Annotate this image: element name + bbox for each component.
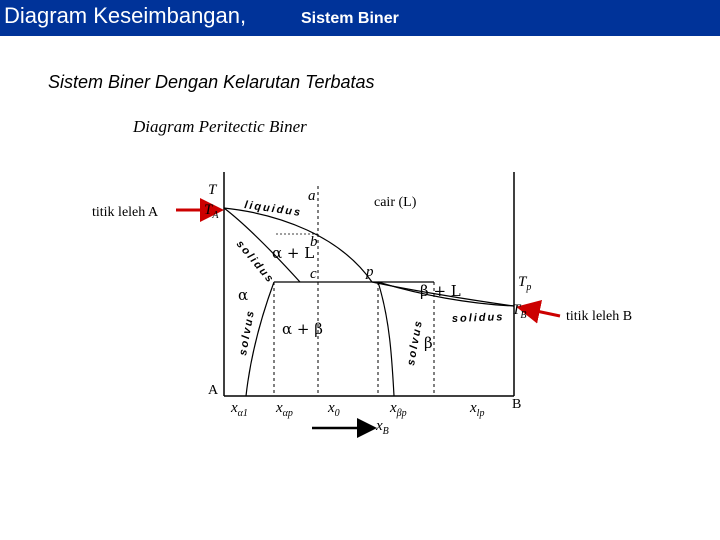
temp-b-label: $T_B$: [512, 302, 527, 321]
corner-b-label: B: [512, 397, 522, 412]
liquidus-label: liquidus: [243, 199, 303, 220]
temp-a-label: $T_A$: [204, 202, 219, 221]
solvus-curve-right: [378, 282, 394, 396]
point-p-label: p: [366, 264, 374, 280]
point-c-label: c: [310, 266, 317, 282]
solidus-right-label: solidus: [451, 311, 505, 325]
phase-alpha-label: α: [238, 286, 249, 304]
melting-a-label: titik leleh A: [92, 205, 159, 220]
corner-a-label: A: [208, 383, 219, 398]
phase-alpha-l-label: α + L: [272, 244, 315, 262]
melting-b-arrow: [522, 308, 560, 316]
axis-t-label: T: [208, 182, 217, 198]
x-betap-label: $x_{\beta p}$: [390, 400, 407, 419]
x0-label: $x_0$: [328, 400, 340, 419]
slide-title-sub: Sistem Biner: [301, 10, 399, 27]
x-lp-label: $x_{lp}$: [470, 400, 485, 419]
x-alpha1-label: $x_{\alpha 1}$: [231, 400, 248, 419]
point-a-label: a: [308, 188, 316, 204]
diagram-title: Diagram Peritectic Biner: [133, 117, 307, 136]
phase-beta-label: β: [424, 334, 433, 352]
point-b-label: b: [310, 234, 318, 250]
solidus-left-label: solidus: [233, 238, 277, 287]
phase-beta-l-label: β + L: [420, 282, 461, 300]
x-alphap-label: $x_{\alpha p}$: [276, 400, 293, 419]
solvus-right-label: solvus: [405, 318, 426, 367]
melting-b-label: titik leleh B: [566, 309, 633, 324]
temp-p-label: $T_p$: [518, 274, 532, 293]
phase-alpha-beta-label: α + β: [282, 320, 323, 338]
slide-title: Diagram Keseimbangan,: [4, 3, 247, 28]
solvus-left-label: solvus: [237, 308, 258, 357]
liquid-region-label: cair (L): [374, 195, 417, 210]
xb-label: $x_B$: [376, 418, 389, 437]
section-title: Sistem Biner Dengan Kelarutan Terbatas: [48, 72, 375, 92]
